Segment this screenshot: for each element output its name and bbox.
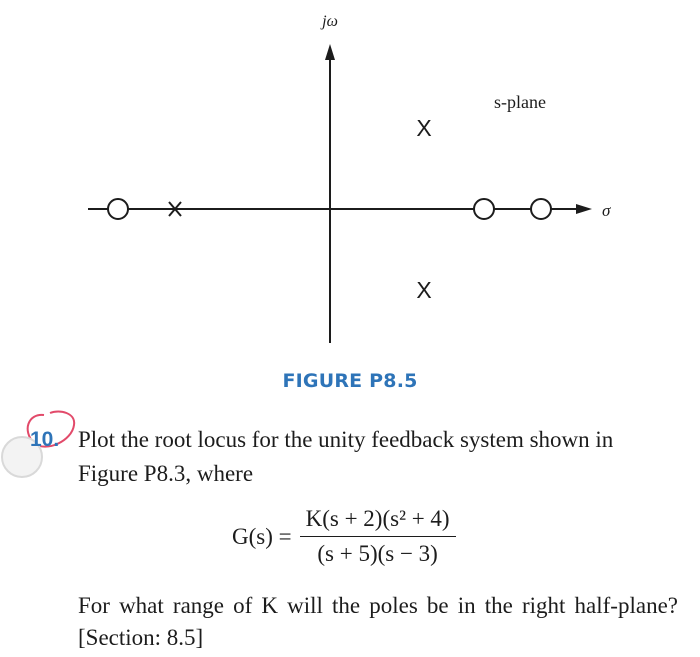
equation-lhs: G(s) = <box>232 523 292 549</box>
pole-marker-upper: X <box>416 115 432 141</box>
real-axis-arrow-icon <box>576 204 592 214</box>
equation-fraction <box>300 506 456 567</box>
zero-marker <box>108 199 128 219</box>
imaginary-axis-arrow-icon <box>325 44 335 60</box>
real-axis-label: σ <box>602 201 611 220</box>
plane-label: s-plane <box>494 92 546 112</box>
figure-caption: FIGURE P8.5 <box>282 370 418 392</box>
pole-marker-lower: X <box>416 277 432 303</box>
equation-numerator: K(s + 2)(s² + 4) <box>300 506 456 537</box>
problem-statement: Plot the root locus for the unity feedback system shown in Figure P8.3, where <box>78 427 614 486</box>
problem-number: 10. <box>30 428 60 451</box>
zero-marker <box>531 199 551 219</box>
equation-denominator: (s + 5)(s − 3) <box>317 541 438 566</box>
transfer-function-equation <box>232 506 456 567</box>
problem-question: For what range of K will the poles be in the right half-plane? [Section: 8.5] <box>78 593 678 650</box>
imaginary-axis-label: jω <box>322 13 338 30</box>
zero-marker <box>474 199 494 219</box>
